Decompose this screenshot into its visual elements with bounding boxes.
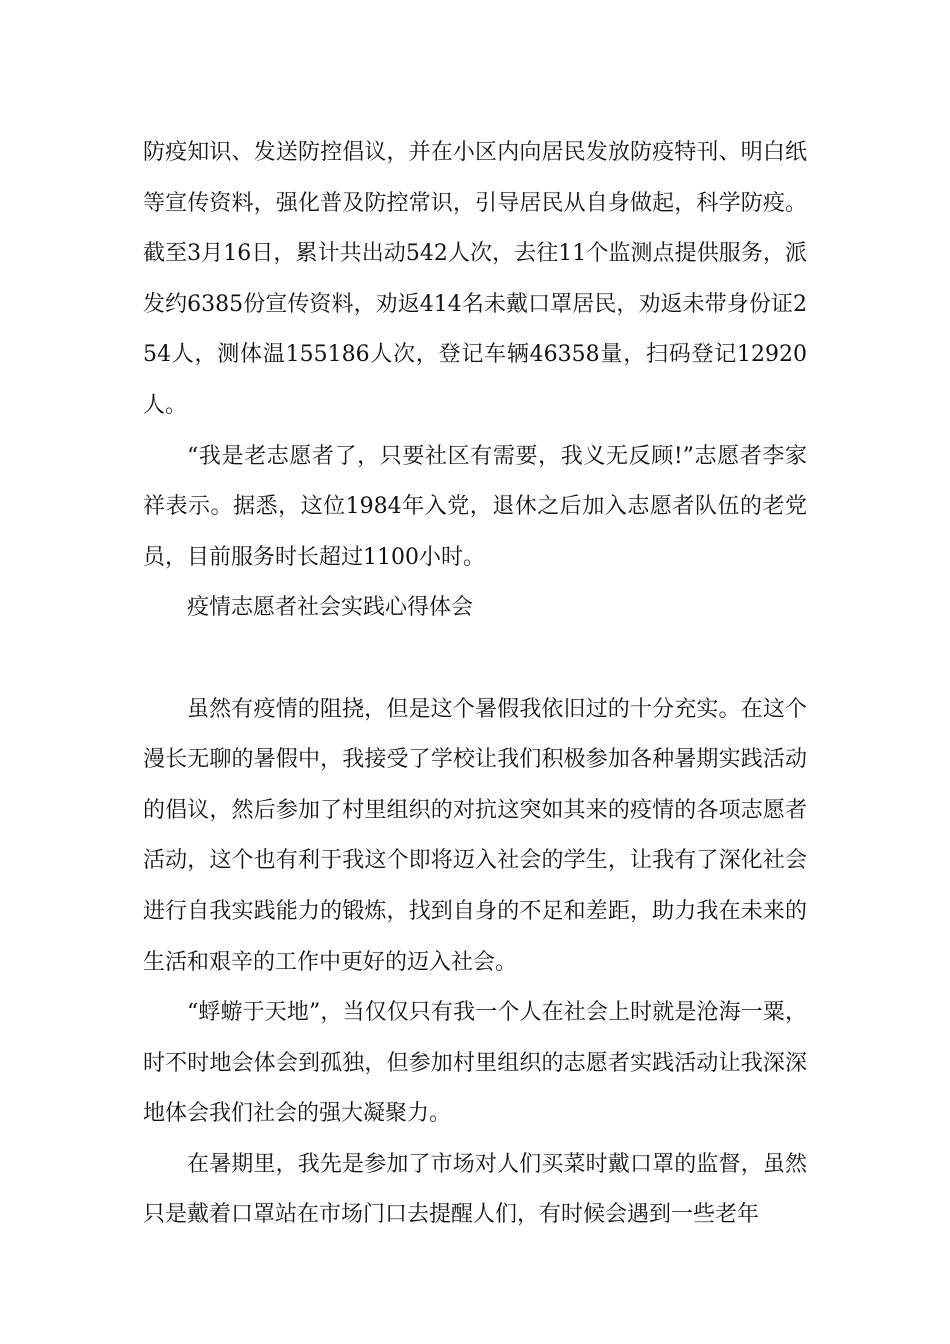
section-heading: 疫情志愿者社会实践心得体会 (187, 595, 474, 621)
paragraph-cohesion: “蜉蝣于天地”，当仅仅只有我一个人在社会上时就是沧海一粟，时不时地会体会到孤独，但参加村里组织的志愿者实践活动让我深深地体会我们社会的强大凝聚力。 (143, 1000, 807, 1127)
paragraph-summer-intro: 虽然有疫情的阻挠，但是这个暑假我依旧过的十分充实。在这个漫长无聊的暑假中，我接受了学校让我们积极参加各种暑期实践活动的倡议，然后参加了村里组织的对抗这突如其来的疫情的各项志愿者活动，这个也有利于我这个即将迈入社会的学生，让我有了深化社会进行自我实践能力的锻炼，找到自身的不足和差距，助力我在未来的生活和艰辛的工作中更好的迈入社会。 (143, 696, 807, 975)
paragraph-volunteer-quote: “我是老志愿者了，只要社区有需要，我义无反顾!”志愿者李家祥表示。据悉，这位1984年入党，退休之后加入志愿者队伍的老党员，目前服务时长超过1100小时。 (143, 443, 807, 570)
document-body (143, 128, 807, 1241)
blank-line (143, 634, 807, 685)
paragraph-market-duty: 在暑期里，我先是参加了市场对人们买菜时戴口罩的监督，虽然只是戴着口罩站在市场门口去提醒人们，有时候会遇到一些老年 (143, 1151, 807, 1228)
paragraph-statistics: 防疫知识、发送防控倡议，并在小区内向居民发放防疫特刊、明白纸等宣传资料，强化普及防控常识，引导居民从自身做起，科学防疫。截至3月16日，累计共出动542人次，去往11个监测点提供服务，派发约6385份宣传资料，劝返414名未戴口罩居民，劝返未带身份证254人，测体温155186人次，登记车辆46358量，扫码登记12920人。 (143, 140, 807, 418)
